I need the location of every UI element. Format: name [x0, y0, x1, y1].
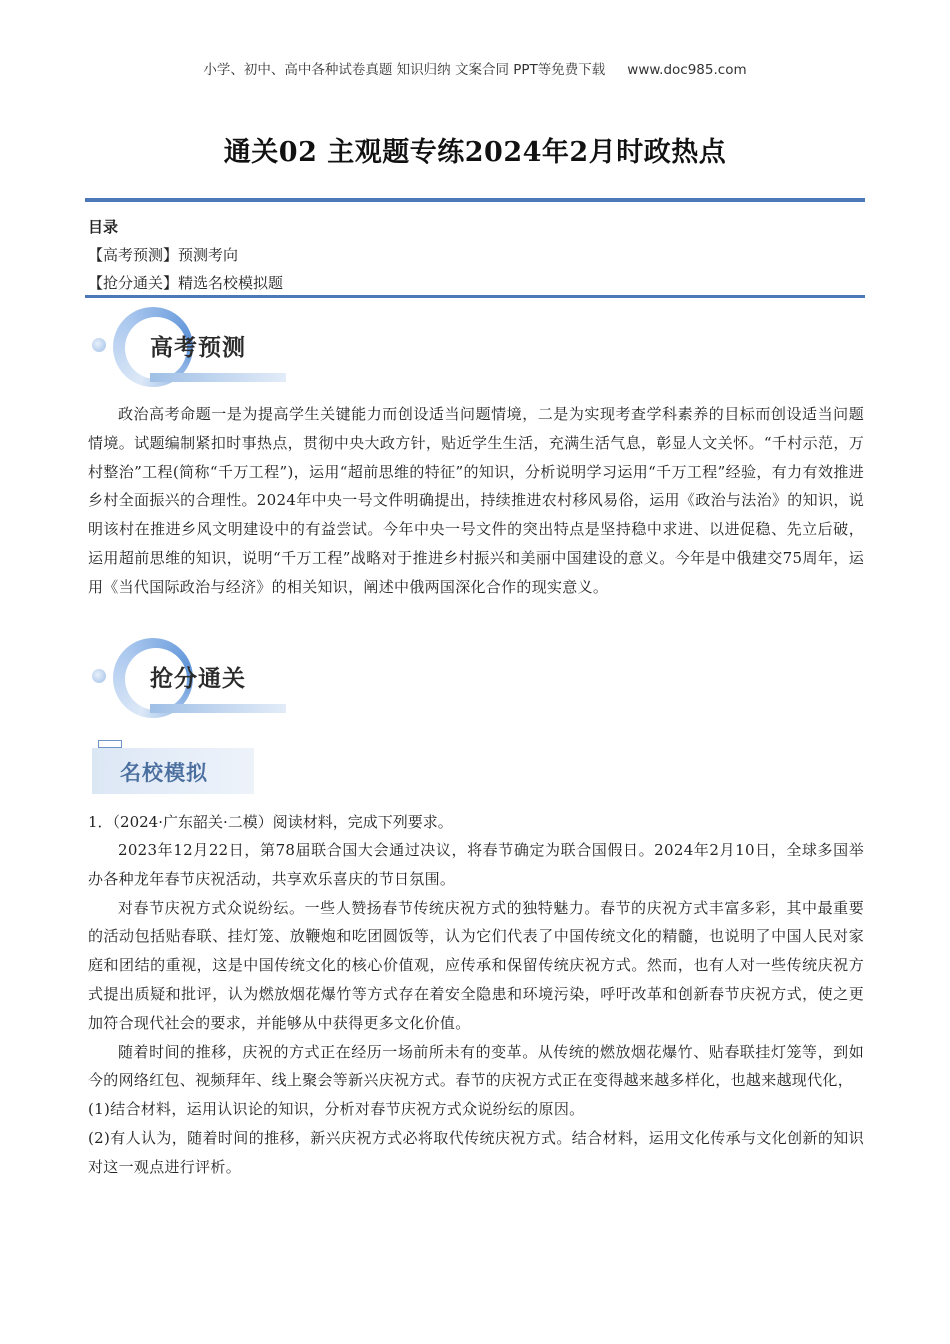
- page-title: 通关02 主观题专练2024年2月时政热点: [223, 137, 727, 168]
- bullet-dot-icon: [92, 338, 106, 352]
- divider-toc: [85, 295, 865, 298]
- school-mock-badge: [92, 740, 254, 796]
- divider-top: [85, 198, 865, 202]
- forecast-paragraph: 政治高考命题一是为提高学生关键能力而创设适当问题情境，二是为实现考查学科素养的目标而创设适当问题情境。试题编制紧扣时事热点，贯彻中央大政方针，贴近学生生活，充满生活气息，彰显人文关怀。“千村示范，万村整治”工程(简称“千万工程”)，运用“超前思维的特征”的知识，分析说明学习运用“千万工程”经验，有力有效推进乡村全面振兴的合理性。2024年中央一号文件明确提出，持续推进农村移风易俗，运用《政治与法治》的知识，说明该村在推进乡风文明建设中的有益尝试。今年中央一号文件的突出特点是坚持稳中求进、以进促稳、先立后破，运用超前思维的知识，说明“千万工程”战略对于推进乡村振兴和美丽中国建设的意义。今年是中俄建交75周年，运用《当代国际政治与经济》的相关知识，阐述中俄两国深化合作的现实意义。: [88, 405, 864, 596]
- sub-question-1: (1)结合材料，运用认识论的知识，分析对春节庆祝方式众说纷纭的原因。: [88, 1100, 585, 1119]
- underline-bar: [150, 373, 286, 382]
- toc-title: 目录: [88, 218, 119, 236]
- badge-label: 名校模拟: [120, 761, 208, 785]
- section-header-practice: [88, 636, 308, 726]
- section-label: 高考预测: [150, 335, 246, 361]
- badge-tab-icon: [98, 740, 122, 748]
- page-header: [0, 58, 950, 78]
- section-header-forecast: [88, 305, 308, 395]
- toc-item-forecast[interactable]: 【高考预测】预测考向: [88, 246, 239, 264]
- material-paragraph: 对春节庆祝方式众说纷纭。一些人赞扬春节传统庆祝方式的独特魅力。春节的庆祝方式丰富多彩，其中最重要的活动包括贴春联、挂灯笼、放鞭炮和吃团圆饭等，认为它们代表了中国传统文化的精髓，也说明了中国人民对家庭和团结的重视，这是中国传统文化的核心价值观，应传承和保留传统庆祝方式。然而，也有人对一些传统庆祝方式提出质疑和批评，认为燃放烟花爆竹等方式存在着安全隐患和环境污染，呼吁改革和创新春节庆祝方式，使之更加符合现代社会的要求，并能够从中获得更多文化价值。: [88, 898, 864, 1032]
- sub-question-2: (2)有人认为，随着时间的推移，新兴庆祝方式必将取代传统庆祝方式。结合材料，运用文化传承与文化创新的知识对这一观点进行评析。: [88, 1128, 864, 1176]
- material-paragraph: 2023年12月22日，第78届联合国大会通过决议，将春节确定为联合国假日。2024年2月10日，全球多国举办各种龙年春节庆祝活动，共享欢乐喜庆的节日氛围。: [88, 841, 864, 888]
- question-material: [88, 836, 864, 1182]
- underline-bar: [150, 704, 286, 713]
- bullet-dot-icon: [92, 669, 106, 683]
- toc-item-practice[interactable]: 【抢分通关】精选名校模拟题: [88, 274, 284, 292]
- section-label: 抢分通关: [150, 666, 246, 692]
- table-of-contents: [88, 213, 283, 297]
- header-site-link[interactable]: www.doc985.com: [627, 62, 747, 78]
- material-paragraph: 随着时间的推移，庆祝的方式正在经历一场前所未有的变革。从传统的燃放烟花爆竹、贴春联挂灯笼等，到如今的网络红包、视频拜年、线上聚会等新兴庆祝方式。春节的庆祝方式正在变得越来越多样化，也越来越现代化，: [88, 1042, 864, 1090]
- header-tagline: 小学、初中、高中各种试卷真题 知识归纳 文案合同 PPT等免费下载: [203, 62, 606, 78]
- question-heading: 1．（2024·广东韶关·二模）阅读材料，完成下列要求。: [88, 813, 453, 831]
